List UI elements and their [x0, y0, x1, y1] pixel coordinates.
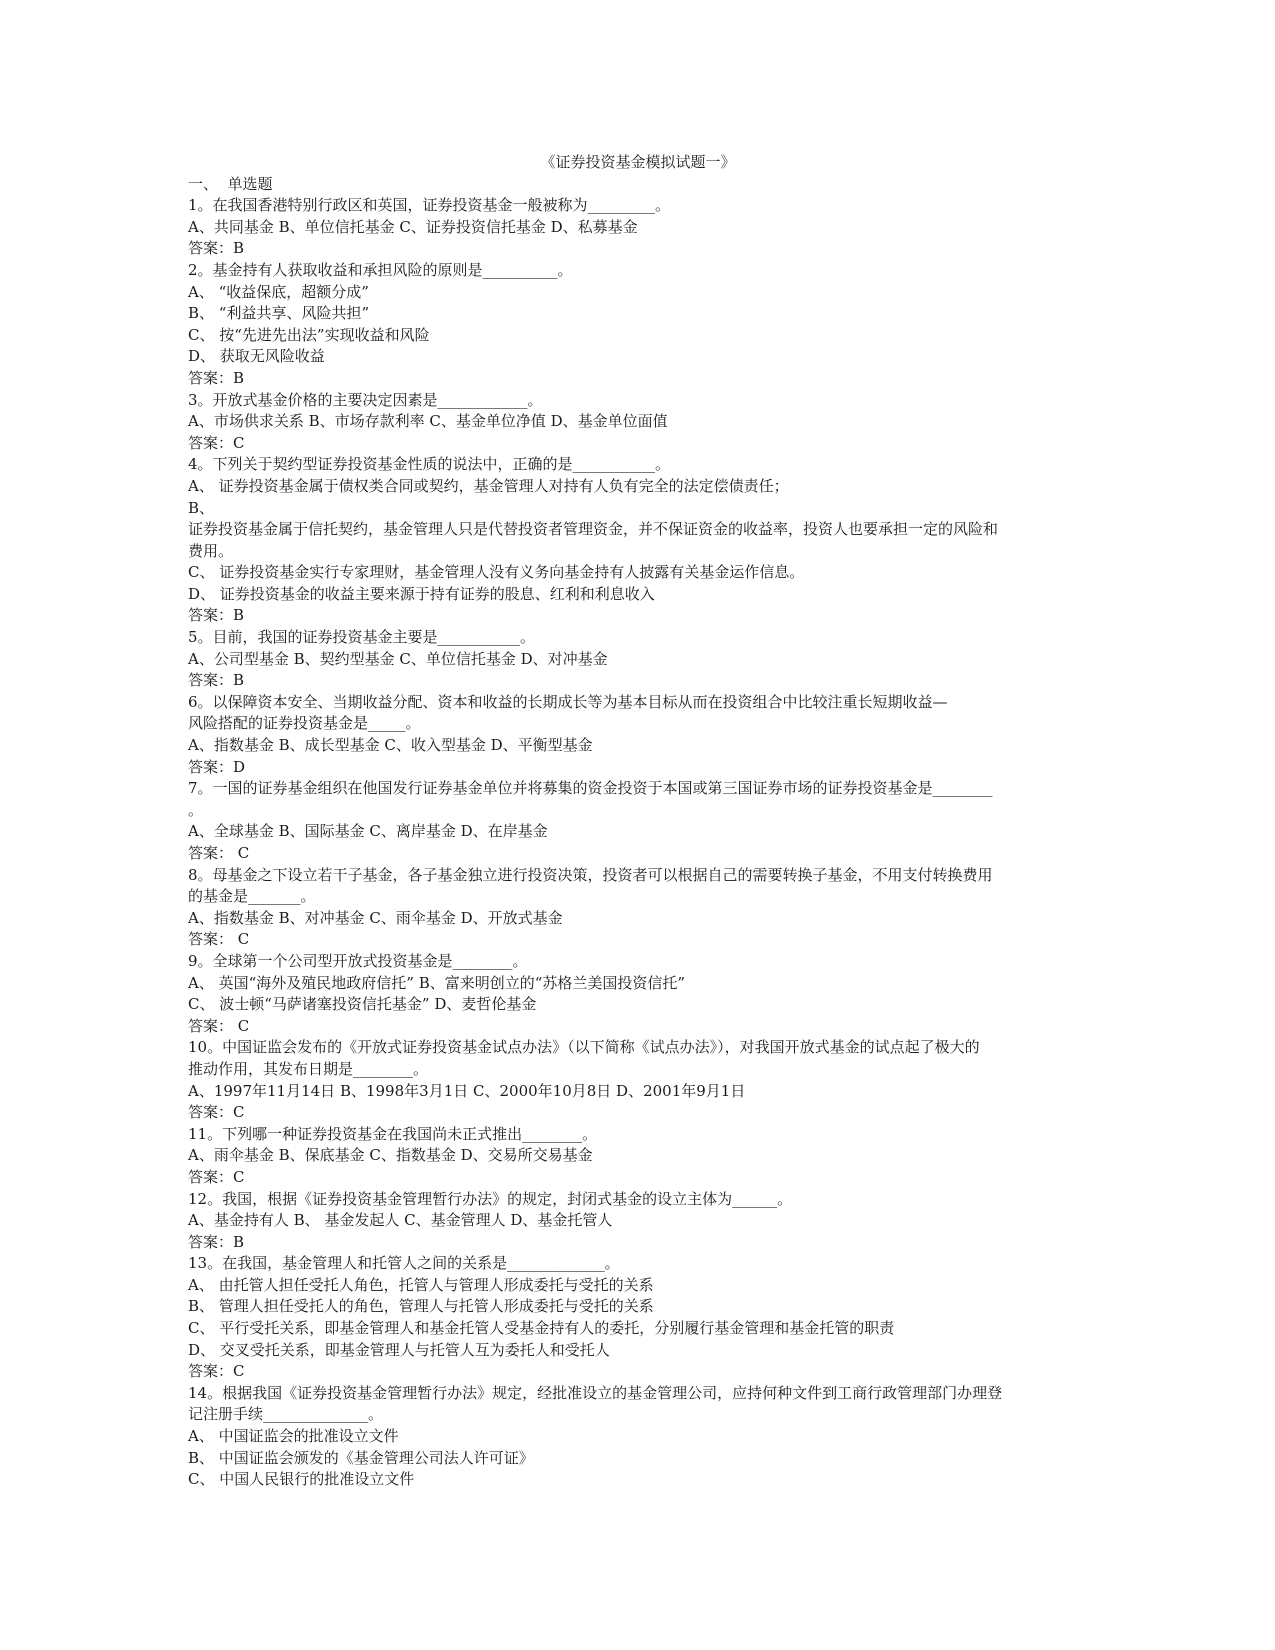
text-line: 12。我国，根据《证券投资基金管理暂行办法》的规定，封闭式基金的设立主体为______。 — [188, 1189, 793, 1208]
text-line: A、雨伞基金 B、保底基金 C、指数基金 D、交易所交易基金 — [188, 1146, 593, 1165]
text-line: A、 英国“海外及殖民地政府信托” B、富来明创立的“苏格兰美国投资信托” — [188, 973, 686, 992]
text-line: 答案：B — [188, 606, 245, 625]
text-line: C、 证券投资基金实行专家理财，基金管理人没有义务向基金持有人披露有关基金运作信息。 — [188, 563, 805, 582]
text-line: 2。基金持有人获取收益和承担风险的原则是__________。 — [188, 260, 573, 279]
text-line: D、 交叉受托关系，即基金管理人与托管人互为委托人和受托人 — [188, 1340, 610, 1359]
text-line: C、 平行受托关系，即基金管理人和基金托管人受基金持有人的委托，分别履行基金管理和基金托管的职责 — [188, 1319, 895, 1338]
text-line: A、公司型基金 B、契约型基金 C、单位信托基金 D、对冲基金 — [188, 649, 608, 668]
text-line: 6。以保障资本安全、当期收益分配、资本和收益的长期成长等为基本目标从而在投资组合中比较注重长短期收益— — [188, 692, 948, 711]
text-line: 答案： C — [188, 1016, 250, 1035]
text-line: 8。母基金之下设立若干子基金，各子基金独立进行投资决策，投资者可以根据自己的需要转换子基金，不用支付转换费用 — [188, 865, 993, 884]
text-line: 答案：C — [188, 1167, 245, 1186]
text-line: 5。目前，我国的证券投资基金主要是___________。 — [188, 628, 536, 647]
text-line: 风险搭配的证券投资基金是_____。 — [188, 714, 421, 733]
text-line: A、全球基金 B、国际基金 C、离岸基金 D、在岸基金 — [188, 822, 548, 841]
text-line: C、 按“先进先出法”实现收益和风险 — [188, 325, 430, 344]
text-line: 答案：B — [188, 239, 245, 258]
text-line: A、 “收益保底，超额分成” — [188, 282, 369, 301]
text-line: 4。下列关于契约型证券投资基金性质的说法中，正确的是___________。 — [188, 455, 671, 474]
text-line: B、 “利益共享、风险共担” — [188, 304, 370, 323]
text-line: 费用。 — [188, 541, 234, 560]
text-line: A、 证券投资基金属于债权类合同或契约，基金管理人对持有人负有完全的法定偿债责任； — [188, 476, 789, 495]
text-line: 答案：B — [188, 1232, 245, 1251]
text-line: D、 证券投资基金的收益主要来源于持有证券的股息、红利和利息收入 — [188, 584, 655, 603]
text-line: 证券投资基金属于信托契约，基金管理人只是代替投资者管理资金，并不保证资金的收益率，投资人也要承担一定的风险和 — [188, 520, 999, 539]
text-line: A、指数基金 B、对冲基金 C、雨伞基金 D、开放式基金 — [188, 908, 563, 927]
document-title: 《证券投资基金模拟试题一》 — [540, 153, 736, 171]
text-line: A、 中国证监会的批准设立文件 — [188, 1427, 399, 1446]
text-line: 答案：C — [188, 433, 245, 452]
text-line: 10。中国证监会发布的《开放式证券投资基金试点办法》（以下简称《试点办法》），对我国开放式基金的试点起了极大的 — [188, 1038, 980, 1057]
text-line: 记注册手续______________。 — [188, 1405, 384, 1424]
text-line: 1。在我国香港特别行政区和英国，证券投资基金一般被称为_________。 — [188, 196, 671, 215]
text-line: A、 由托管人担任受托人角色，托管人与管理人形成委托与受托的关系 — [188, 1275, 654, 1294]
text-line: A、共同基金 B、单位信托基金 C、证券投资信托基金 D、私募基金 — [188, 217, 638, 236]
text-line: A、1997年11月14日 B、1998年3月1日 C、2000年10月8日 D、2001年9月1日 — [188, 1081, 746, 1100]
text-line: 答案：C — [188, 1362, 245, 1381]
text-line: 答案：B — [188, 368, 245, 387]
text-line: A、市场供求关系 B、市场存款利率 C、基金单位净值 D、基金单位面值 — [188, 412, 668, 431]
text-line: 答案：B — [188, 671, 245, 690]
text-line: 答案： C — [188, 930, 250, 949]
document-body — [188, 174, 1088, 1491]
text-line: 7。一国的证券基金组织在他国发行证券基金单位并将募集的资金投资于本国或第三国证券市场的证券投资基金是________ — [188, 779, 993, 798]
text-line: B、 管理人担任受托人的角色，管理人与托管人形成委托与受托的关系 — [188, 1297, 654, 1316]
text-line: D、 获取无风险收益 — [188, 347, 325, 366]
text-line: A、基金持有人 B、 基金发起人 C、基金管理人 D、基金托管人 — [188, 1211, 613, 1230]
text-line: 一、 单选题 — [188, 174, 273, 193]
text-line: B、 — [188, 498, 215, 517]
text-line: A、指数基金 B、成长型基金 C、收入型基金 D、平衡型基金 — [188, 736, 593, 755]
text-line: 9。全球第一个公司型开放式投资基金是________。 — [188, 951, 528, 970]
text-line: C、 波士顿“马萨诸塞投资信托基金” D、麦哲伦基金 — [188, 995, 537, 1014]
text-line: 3。开放式基金价格的主要决定因素是____________。 — [188, 390, 543, 409]
text-line: C、 中国人民银行的批准设立文件 — [188, 1470, 415, 1489]
text-line: 。 — [188, 800, 204, 819]
text-line: 13。在我国，基金管理人和托管人之间的关系是_____________。 — [188, 1254, 620, 1273]
text-line: 答案： C — [188, 844, 250, 862]
text-line: 11。下列哪一种证券投资基金在我国尚未正式推出________。 — [188, 1124, 598, 1143]
document-page — [188, 152, 1088, 1491]
text-line: 答案：D — [188, 757, 246, 776]
text-line: B、 中国证监会颁发的《基金管理公司法人许可证》 — [188, 1448, 534, 1467]
text-line: 14。根据我国《证券投资基金管理暂行办法》规定，经批准设立的基金管理公司，应持何种文件到工商行政管理部门办理登 — [188, 1383, 1003, 1402]
text-line: 答案：C — [188, 1103, 245, 1122]
text-line: 的基金是_______。 — [188, 887, 316, 906]
text-line: 推动作用，其发布日期是________。 — [188, 1059, 429, 1078]
